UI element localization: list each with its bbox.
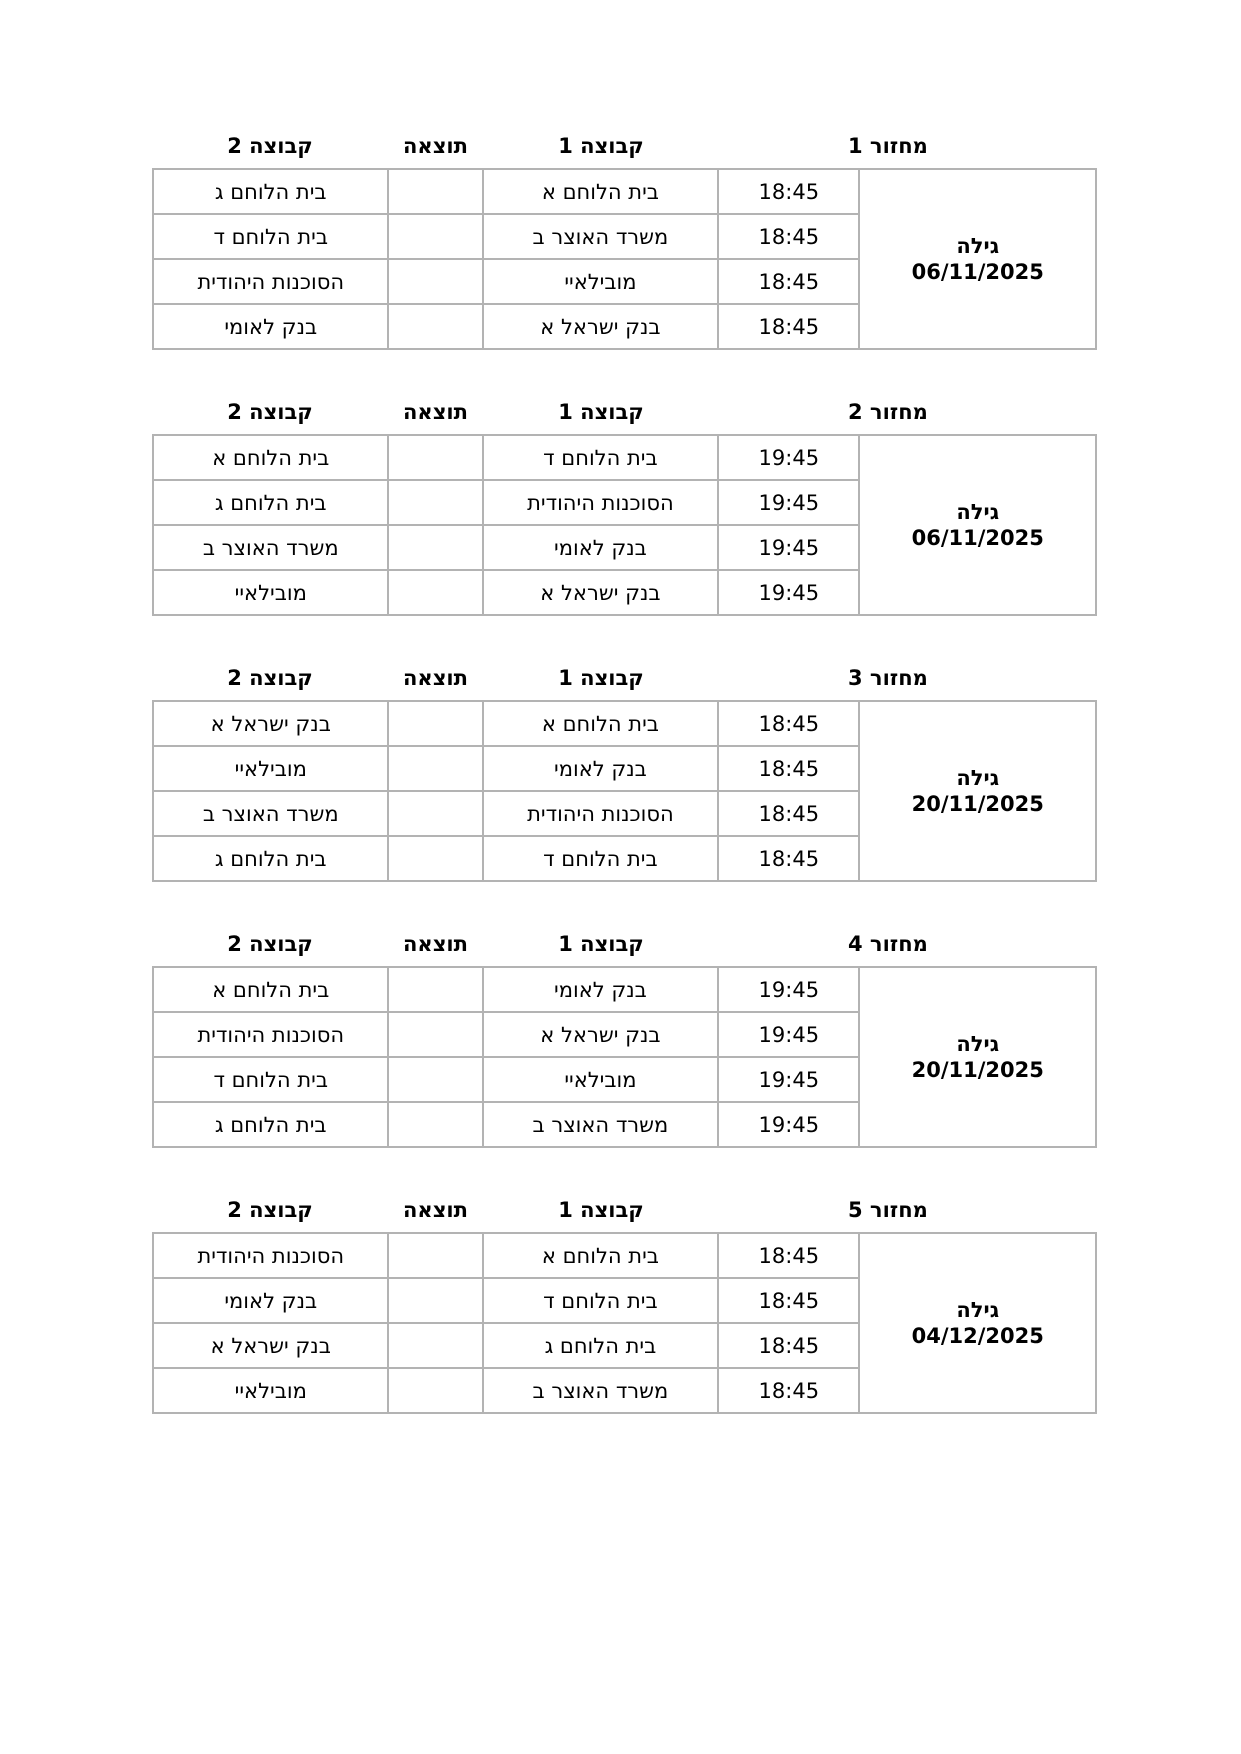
result-cell [388, 1278, 482, 1323]
result-cell [388, 1368, 482, 1413]
time-cell: 19:45 [718, 525, 859, 570]
result-cell [388, 701, 482, 746]
team1-cell: בית הלוחם ג [483, 1323, 718, 1368]
games-table [152, 168, 1097, 350]
team1-cell: בנק ישראל א [483, 304, 718, 349]
venue-name: גילה [956, 500, 1000, 524]
team1-cell: בנק ישראל א [483, 1012, 718, 1057]
team2-cell: בית הלוחם א [153, 967, 388, 1012]
venue-name: גילה [956, 1032, 1000, 1056]
time-cell: 19:45 [718, 480, 859, 525]
table-row [153, 1233, 1096, 1278]
round-title: מחזור 2 [848, 400, 928, 424]
team1-cell: בית הלוחם ד [483, 1278, 718, 1323]
time-cell: 19:45 [718, 570, 859, 615]
time-cell: 18:45 [718, 836, 859, 881]
round-header [152, 130, 1097, 168]
team1-cell: בנק ישראל א [483, 570, 718, 615]
time-cell: 19:45 [718, 435, 859, 480]
time-cell: 19:45 [718, 1102, 859, 1147]
header-team1: קבוצה 1 [558, 1198, 644, 1222]
game-date: 06/11/2025 [911, 526, 1044, 550]
result-cell [388, 1057, 482, 1102]
round-header [152, 396, 1097, 434]
team1-cell: בית הלוחם א [483, 169, 718, 214]
result-cell [388, 214, 482, 259]
table-row [153, 435, 1096, 480]
time-cell: 18:45 [718, 169, 859, 214]
team2-cell: משרד האוצר ב [153, 525, 388, 570]
team1-cell: בית הלוחם ד [483, 836, 718, 881]
team1-cell: מובילאיי [483, 259, 718, 304]
result-cell [388, 525, 482, 570]
result-cell [388, 169, 482, 214]
venue-name: גילה [956, 1298, 1000, 1322]
time-cell: 18:45 [718, 1368, 859, 1413]
round-title: מחזור 1 [848, 134, 928, 158]
table-row [153, 169, 1096, 214]
venue-name: גילה [956, 234, 1000, 258]
header-team2: קבוצה 2 [227, 400, 313, 424]
header-result: תוצאה [403, 932, 468, 956]
round-header [152, 662, 1097, 700]
header-team2: קבוצה 2 [227, 666, 313, 690]
team2-cell: בנק לאומי [153, 1278, 388, 1323]
time-cell: 18:45 [718, 304, 859, 349]
team1-cell: בית הלוחם א [483, 1233, 718, 1278]
round-header [152, 1194, 1097, 1232]
team1-cell: בנק לאומי [483, 746, 718, 791]
round-block [152, 130, 1097, 350]
result-cell [388, 480, 482, 525]
team1-cell: הסוכנות היהודית [483, 791, 718, 836]
time-cell: 18:45 [718, 701, 859, 746]
result-cell [388, 1102, 482, 1147]
time-cell: 18:45 [718, 1233, 859, 1278]
venue-date-cell [859, 701, 1096, 881]
venue-date-cell [859, 169, 1096, 349]
game-date: 04/12/2025 [911, 1324, 1044, 1348]
team1-cell: בנק לאומי [483, 967, 718, 1012]
result-cell [388, 791, 482, 836]
team2-cell: הסוכנות היהודית [153, 259, 388, 304]
header-team1: קבוצה 1 [558, 134, 644, 158]
games-table [152, 700, 1097, 882]
team2-cell: בית הלוחם א [153, 435, 388, 480]
round-title: מחזור 4 [848, 932, 928, 956]
header-result: תוצאה [403, 400, 468, 424]
result-cell [388, 1233, 482, 1278]
game-date: 20/11/2025 [911, 792, 1044, 816]
result-cell [388, 746, 482, 791]
round-block [152, 1194, 1097, 1414]
time-cell: 18:45 [718, 791, 859, 836]
team1-cell: בית הלוחם א [483, 701, 718, 746]
result-cell [388, 836, 482, 881]
team2-cell: בית הלוחם ד [153, 214, 388, 259]
time-cell: 19:45 [718, 967, 859, 1012]
header-team1: קבוצה 1 [558, 400, 644, 424]
team1-cell: משרד האוצר ב [483, 214, 718, 259]
team1-cell: מובילאיי [483, 1057, 718, 1102]
result-cell [388, 435, 482, 480]
table-row [153, 701, 1096, 746]
team1-cell: הסוכנות היהודית [483, 480, 718, 525]
games-table [152, 1232, 1097, 1414]
header-team1: קבוצה 1 [558, 932, 644, 956]
team2-cell: מובילאיי [153, 570, 388, 615]
team2-cell: בנק ישראל א [153, 701, 388, 746]
team1-cell: משרד האוצר ב [483, 1102, 718, 1147]
header-result: תוצאה [403, 134, 468, 158]
team2-cell: מובילאיי [153, 746, 388, 791]
games-table [152, 434, 1097, 616]
team1-cell: משרד האוצר ב [483, 1368, 718, 1413]
team2-cell: בנק לאומי [153, 304, 388, 349]
time-cell: 19:45 [718, 1057, 859, 1102]
header-team1: קבוצה 1 [558, 666, 644, 690]
games-table [152, 966, 1097, 1148]
result-cell [388, 967, 482, 1012]
team2-cell: בית הלוחם ג [153, 1102, 388, 1147]
venue-date-cell [859, 435, 1096, 615]
team2-cell: מובילאיי [153, 1368, 388, 1413]
team2-cell: הסוכנות היהודית [153, 1012, 388, 1057]
round-block [152, 396, 1097, 616]
team2-cell: בית הלוחם ד [153, 1057, 388, 1102]
venue-date-cell [859, 967, 1096, 1147]
game-date: 20/11/2025 [911, 1058, 1044, 1082]
time-cell: 18:45 [718, 1278, 859, 1323]
result-cell [388, 259, 482, 304]
result-cell [388, 304, 482, 349]
time-cell: 18:45 [718, 746, 859, 791]
team1-cell: בית הלוחם ד [483, 435, 718, 480]
team2-cell: בית הלוחם ג [153, 836, 388, 881]
team1-cell: בנק לאומי [483, 525, 718, 570]
result-cell [388, 1012, 482, 1057]
time-cell: 18:45 [718, 1323, 859, 1368]
header-team2: קבוצה 2 [227, 932, 313, 956]
venue-date-cell [859, 1233, 1096, 1413]
round-header [152, 928, 1097, 966]
header-team2: קבוצה 2 [227, 134, 313, 158]
header-result: תוצאה [403, 666, 468, 690]
time-cell: 18:45 [718, 214, 859, 259]
header-team2: קבוצה 2 [227, 1198, 313, 1222]
header-result: תוצאה [403, 1198, 468, 1222]
team2-cell: בית הלוחם ג [153, 169, 388, 214]
round-title: מחזור 3 [848, 666, 928, 690]
round-block [152, 662, 1097, 882]
round-block [152, 928, 1097, 1148]
team2-cell: הסוכנות היהודית [153, 1233, 388, 1278]
time-cell: 18:45 [718, 259, 859, 304]
round-title: מחזור 5 [848, 1198, 928, 1222]
venue-name: גילה [956, 766, 1000, 790]
table-row [153, 967, 1096, 1012]
result-cell [388, 1323, 482, 1368]
team2-cell: בית הלוחם ג [153, 480, 388, 525]
team2-cell: משרד האוצר ב [153, 791, 388, 836]
time-cell: 19:45 [718, 1012, 859, 1057]
game-date: 06/11/2025 [911, 260, 1044, 284]
team2-cell: בנק ישראל א [153, 1323, 388, 1368]
result-cell [388, 570, 482, 615]
